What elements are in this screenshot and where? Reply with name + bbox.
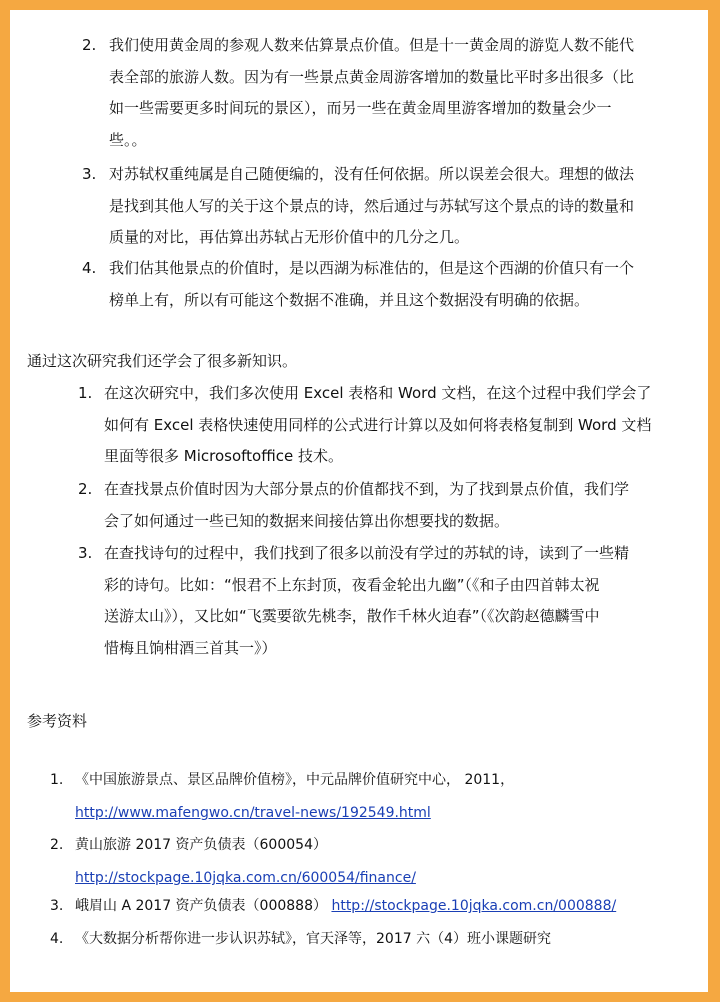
item-number: 1. bbox=[78, 384, 93, 402]
item-line: 榜单上有，所以有可能这个数据不准确，并且这个数据没有明确的依据。 bbox=[109, 290, 590, 309]
item-line: 是找到其他人写的关于这个景点的诗，然后通过与苏轼写这个景点的诗的数量和 bbox=[109, 196, 635, 215]
item-line: 在查找景点价值时因为大部分景点的价值都找不到，为了找到景点价值，我们学 bbox=[104, 480, 630, 498]
reference-text: 峨眉山 A 2017 资产负债表（000888） bbox=[75, 898, 327, 914]
item-number: 2. bbox=[82, 36, 97, 54]
item-line: 送游太山》），又比如“飞霙要欲先桃李，散作千林火迫春”（《次韵赵德麟雪中 bbox=[104, 607, 600, 625]
reference-link[interactable]: http://stockpage.10jqka.com.cn/000888/ bbox=[331, 898, 617, 914]
item-line: 里面等很多 Microsoftoffice 技术。 bbox=[104, 447, 343, 465]
document-page bbox=[10, 10, 708, 992]
item-line: 如一些需要更多时间玩的景区），而另一些在黄金周里游客增加的数量会少一 bbox=[109, 99, 612, 117]
reference-number: 3. bbox=[50, 898, 64, 914]
reference-number: 1. bbox=[50, 772, 64, 788]
item-line: 惜梅且饷柑酒三首其一》） bbox=[104, 638, 277, 657]
intro-paragraph: 通过这次研究我们还学会了很多新知识。 bbox=[27, 352, 298, 370]
item-line: 会了如何通过一些已知的数据来间接估算出你想要找的数据。 bbox=[104, 511, 510, 530]
item-line: 表全部的旅游人数。因为有一些景点黄金周游客增加的数量比平时多出很多（比 bbox=[109, 67, 635, 86]
item-number: 2. bbox=[78, 480, 93, 498]
reference-text: 《大数据分析帮你进一步认识苏轼》，官天泽等，2017 六（4）班小课题研究 bbox=[75, 931, 551, 947]
item-line: 在这次研究中，我们多次使用 Excel 表格和 Word 文档，在这个过程中我们学会了 bbox=[104, 384, 652, 402]
reference-number: 4. bbox=[50, 931, 64, 947]
item-line: 质量的对比，再估算出苏轼占无形价值中的几分之几。 bbox=[109, 228, 470, 246]
item-line: 我们使用黄金周的参观人数来估算景点价值。但是十一黄金周的游览人数不能代 bbox=[109, 36, 635, 54]
item-line: 在查找诗句的过程中，我们找到了很多以前没有学过的苏轼的诗，读到了一些精 bbox=[104, 544, 630, 562]
item-line: 彩的诗句。比如：“恨君不上东封顶，夜看金轮出九幽”（《和子由四首韩太祝 bbox=[104, 575, 600, 594]
item-line: 对苏轼权重纯属是自己随便编的，没有任何依据。所以误差会很大。理想的做法 bbox=[109, 165, 635, 183]
reference-text: 黄山旅游 2017 资产负债表（600054） bbox=[75, 837, 327, 853]
item-line: 我们估其他景点的价值时，是以西湖为标准估的，但是这个西湖的价值只有一个 bbox=[109, 259, 635, 277]
reference-text: 《中国旅游景点、景区品牌价值榜》，中元品牌价值研究中心， 2011， bbox=[75, 772, 515, 788]
references-heading: 参考资料 bbox=[27, 712, 88, 730]
reference-link[interactable]: http://www.mafengwo.cn/travel-news/192549.html bbox=[75, 805, 431, 821]
item-number: 4. bbox=[82, 259, 97, 277]
reference-number: 2. bbox=[50, 837, 64, 853]
reference-link[interactable]: http://stockpage.10jqka.com.cn/600054/finance/ bbox=[75, 870, 416, 886]
item-number: 3. bbox=[82, 165, 97, 183]
item-line: 些。。 bbox=[109, 130, 147, 149]
item-line: 如何有 Excel 表格快速使用同样的公式进行计算以及如何将表格复制到 Word 文档 bbox=[104, 415, 652, 434]
item-number: 3. bbox=[78, 544, 93, 562]
